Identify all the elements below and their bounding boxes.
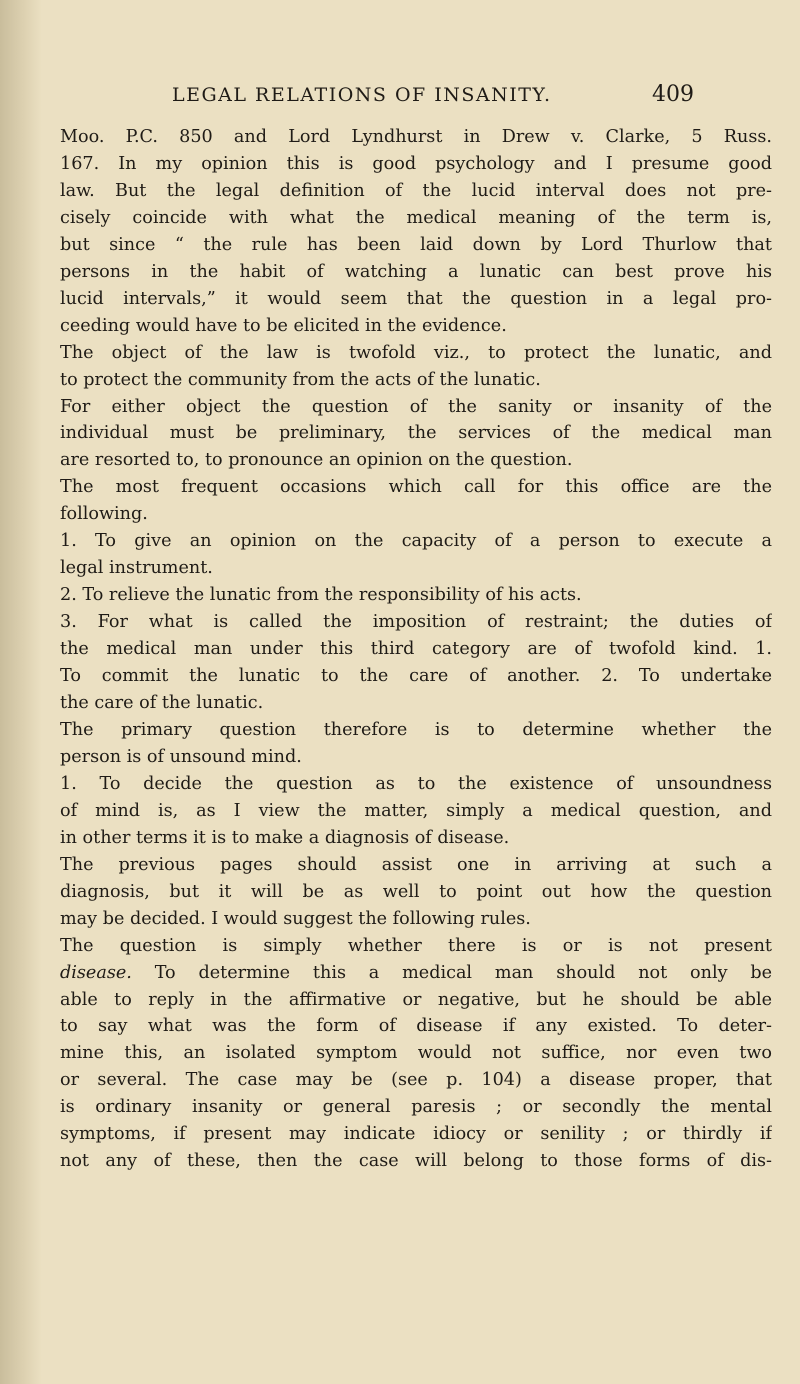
text-line: of mind is, as I view the matter, simply a medical question, and [60, 800, 772, 821]
text-line: diagnosis, but it will be as well to point out how the question [60, 881, 772, 902]
text-line: 2. To relieve the lunatic from the responsibility of his acts. [60, 585, 582, 606]
text-line: able to reply in the affirmative or negative, but he should be able [60, 989, 772, 1010]
text-line: may be decided. I would suggest the following rules. [60, 908, 531, 929]
text-line: the care of the lunatic. [60, 693, 264, 714]
text-line: but since “ the rule has been laid down by Lord Thurlow that [60, 234, 772, 255]
text-line: person is of unsound mind. [60, 746, 302, 767]
text-line: following. [60, 504, 148, 525]
page-gutter-shadow [0, 0, 42, 1384]
text-line: ceeding would have to be elicited in the evidence. [60, 315, 507, 336]
text-line: The most frequent occasions which call for this office are the [60, 477, 772, 498]
text-line: symptoms, if present may indicate idiocy or senility ; or thirdly if [60, 1124, 772, 1145]
text-line-rest: To determine this a medical man should not only be [154, 962, 772, 983]
text-line: For either object the question of the sanity or insanity of the [60, 396, 772, 417]
text-line: Moo. P.C. 850 and Lord Lyndhurst in Drew v. Clarke, 5 Russ. [60, 127, 772, 147]
body-text [60, 124, 772, 1175]
text-line: or several. The case may be (see p. 104) a disease proper, that [60, 1070, 772, 1091]
text-line: The previous pages should assist one in arriving at such a [60, 854, 772, 875]
text-line: persons in the habit of watching a lunatic can best prove his [60, 261, 772, 282]
page-number: 409 [652, 82, 694, 107]
text-line: cisely coincide with what the medical meaning of the term is, [60, 207, 772, 228]
text-line: are resorted to, to pronounce an opinion on the question. [60, 450, 573, 471]
text-line: 1. To decide the question as to the existence of unsoundness [60, 773, 772, 794]
running-head [60, 84, 772, 124]
text-line: The question is simply whether there is or is not present [60, 935, 772, 956]
text-line-italic-start [60, 960, 772, 987]
text-line: The primary question therefore is to determine whether the [60, 719, 772, 740]
text-line: in other terms it is to make a diagnosis of disease. [60, 827, 510, 848]
text-line: the medical man under this third category are of twofold kind. 1. [60, 639, 772, 660]
text-line: mine this, an isolated symptom would not suffice, nor even two [60, 1043, 772, 1064]
text-line: law. But the legal definition of the lucid interval does not pre- [60, 180, 772, 201]
text-line: lucid intervals,” it would seem that the question in a legal pro- [60, 288, 772, 309]
text-line: To commit the lunatic to the care of another. 2. To undertake [60, 666, 772, 687]
text-line: is ordinary insanity or general paresis ; or secondly the mental [60, 1097, 772, 1118]
text-line: individual must be preliminary, the services of the medical man [60, 423, 772, 444]
text-line: The object of the law is twofold viz., to protect the lunatic, and [60, 342, 772, 363]
text-line: 1. To give an opinion on the capacity of a person to execute a [60, 531, 772, 552]
italic-word: disease. [60, 962, 132, 983]
text-line: 3. For what is called the imposition of restraint; the duties of [60, 612, 772, 633]
text-line: not any of these, then the case will belong to those forms of dis- [60, 1151, 772, 1172]
text-line: legal instrument. [60, 558, 213, 579]
book-page [60, 84, 772, 1175]
text-line: to say what was the form of disease if any existed. To deter- [60, 1016, 772, 1037]
running-title: LEGAL RELATIONS OF INSANITY. [172, 84, 552, 106]
text-line: to protect the community from the acts of the lunatic. [60, 369, 541, 390]
text-line: 167. In my opinion this is good psychology and I presume good [60, 153, 772, 174]
